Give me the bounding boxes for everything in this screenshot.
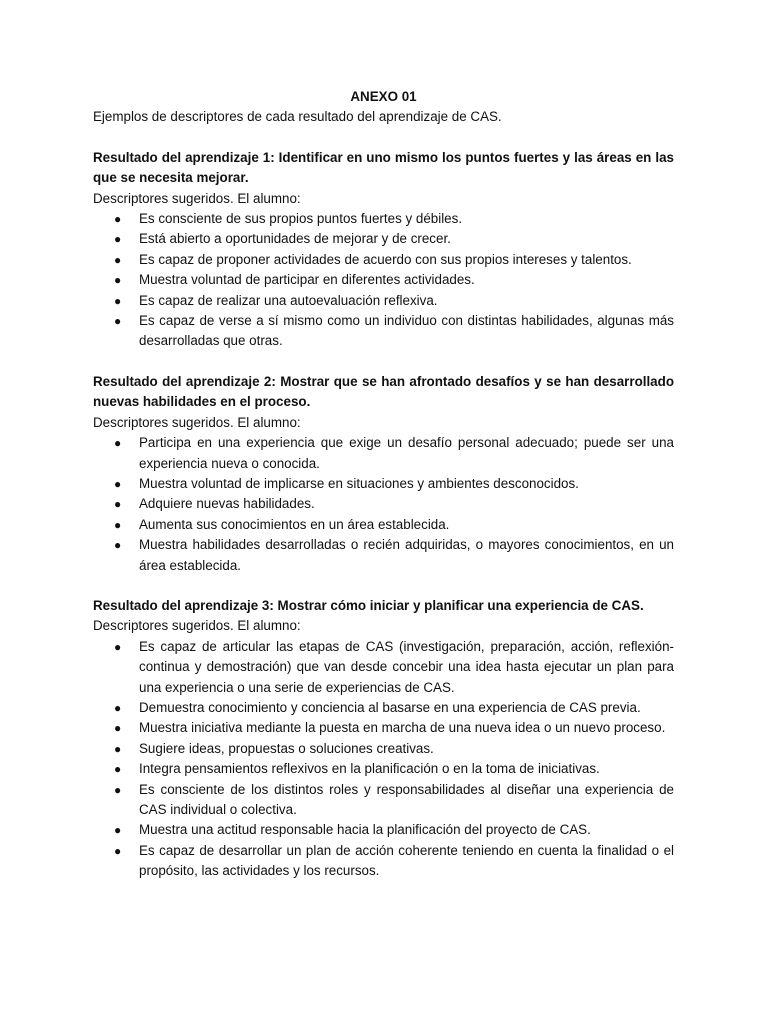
list-item-text: Es capaz de articular las etapas de CAS (investigación, preparación, acción, reflexión-continua y demostración) que van desde concebir una idea hasta ejecutar un plan para una experiencia o una serie de experiencias de CAS. — [139, 638, 674, 695]
bullet-icon: ● — [114, 741, 122, 756]
list-item-text: Es capaz de verse a sí mismo como un individuo con distintas habilidades, algunas más desarrolladas que otras. — [139, 313, 674, 349]
list-item — [93, 780, 674, 821]
list-item — [93, 291, 674, 311]
descriptor-list — [93, 433, 674, 576]
list-item-text: Es capaz de realizar una autoevaluación reflexiva. — [139, 292, 438, 308]
list-item-text: Aumenta sus conocimientos en un área establecida. — [139, 516, 450, 532]
list-item — [93, 494, 674, 514]
list-item — [93, 698, 674, 718]
list-item-text: Es consciente de los distintos roles y responsabilidades al diseñar una experiencia de CAS individual o colectiva. — [139, 781, 674, 817]
list-item-text: Sugiere ideas, propuestas o soluciones creativas. — [139, 740, 434, 756]
list-item-text: Adquiere nuevas habilidades. — [139, 496, 315, 512]
bullet-icon: ● — [114, 476, 122, 491]
list-item-text: Integra pensamientos reflexivos en la planificación o en la toma de iniciativas. — [139, 761, 600, 777]
bullet-icon: ● — [114, 314, 122, 329]
list-item-text: Demuestra conocimiento y conciencia al basarse en una experiencia de CAS previa. — [139, 699, 641, 715]
list-item-text: Está abierto a oportunidades de mejorar y de crecer. — [139, 231, 451, 247]
bullet-icon: ● — [114, 782, 122, 797]
bullet-icon: ● — [114, 823, 122, 838]
list-item-text: Es consciente de sus propios puntos fuertes y débiles. — [139, 211, 463, 227]
document-title: ANEXO 01 — [350, 89, 417, 104]
section-intro: Descriptores sugeridos. El alumno: — [93, 414, 301, 430]
list-item — [93, 759, 674, 779]
bullet-icon: ● — [114, 700, 122, 715]
list-item-text: Es capaz de proponer actividades de acuerdo con sus propios intereses y talentos. — [139, 251, 632, 267]
descriptor-list — [93, 209, 674, 352]
document-subtitle: Ejemplos de descriptores de cada resultado del aprendizaje de CAS. — [93, 109, 502, 125]
list-item-text: Muestra voluntad de implicarse en situaciones y ambientes desconocidos. — [139, 475, 579, 491]
bullet-icon: ● — [114, 538, 122, 553]
section-heading: Resultado del aprendizaje 1: Identificar en uno mismo los puntos fuertes y las áreas en las que se necesita mejorar. — [93, 149, 674, 186]
list-item-text: Muestra iniciativa mediante la puesta en marcha de una nueva idea o un nuevo proceso. — [139, 720, 666, 736]
list-item-text: Participa en una experiencia que exige un desafío personal adecuado; puede ser una experiencia nueva o conocida. — [139, 435, 674, 471]
bullet-icon: ● — [114, 721, 122, 736]
list-item — [93, 637, 674, 698]
section-learning-outcome-3 — [93, 596, 674, 882]
section-intro: Descriptores sugeridos. El alumno: — [93, 190, 301, 206]
list-item — [93, 209, 674, 229]
list-item — [93, 311, 674, 352]
section-heading: Resultado del aprendizaje 3: Mostrar cómo iniciar y planificar una experiencia de CAS. — [93, 597, 644, 613]
list-item — [93, 535, 674, 576]
list-item — [93, 229, 674, 249]
section-learning-outcome-1 — [93, 148, 674, 352]
list-item-text: Muestra voluntad de participar en diferentes actividades. — [139, 272, 475, 288]
list-item — [93, 270, 674, 290]
list-item — [93, 250, 674, 270]
list-item — [93, 718, 674, 738]
section-heading: Resultado del aprendizaje 2: Mostrar que se han afrontado desafíos y se han desarrollado nuevas habilidades en el proceso. — [93, 373, 674, 410]
list-item-text: Es capaz de desarrollar un plan de acción coherente teniendo en cuenta la finalidad o el propósito, las actividades y los recursos. — [139, 842, 674, 879]
bullet-icon: ● — [114, 212, 122, 227]
section-learning-outcome-2 — [93, 372, 674, 576]
list-item-text: Muestra una actitud responsable hacia la planificación del proyecto de CAS. — [139, 822, 591, 838]
list-item — [93, 433, 674, 474]
list-item-text: Muestra habilidades desarrolladas o recién adquiridas, o mayores conocimientos, en un área establecida. — [139, 537, 674, 573]
descriptor-list — [93, 637, 674, 882]
bullet-icon: ● — [114, 273, 122, 288]
bullet-icon: ● — [114, 517, 122, 532]
bullet-icon: ● — [114, 232, 122, 247]
bullet-icon: ● — [114, 497, 122, 512]
bullet-icon: ● — [114, 436, 122, 451]
bullet-icon: ● — [114, 762, 122, 777]
list-item — [93, 515, 674, 535]
list-item — [93, 739, 674, 759]
bullet-icon: ● — [114, 293, 122, 308]
bullet-icon: ● — [114, 252, 122, 267]
list-item — [93, 820, 674, 840]
bullet-icon: ● — [114, 639, 122, 654]
list-item — [93, 841, 674, 882]
list-item — [93, 474, 674, 494]
bullet-icon: ● — [114, 843, 122, 858]
section-intro: Descriptores sugeridos. El alumno: — [93, 618, 301, 634]
